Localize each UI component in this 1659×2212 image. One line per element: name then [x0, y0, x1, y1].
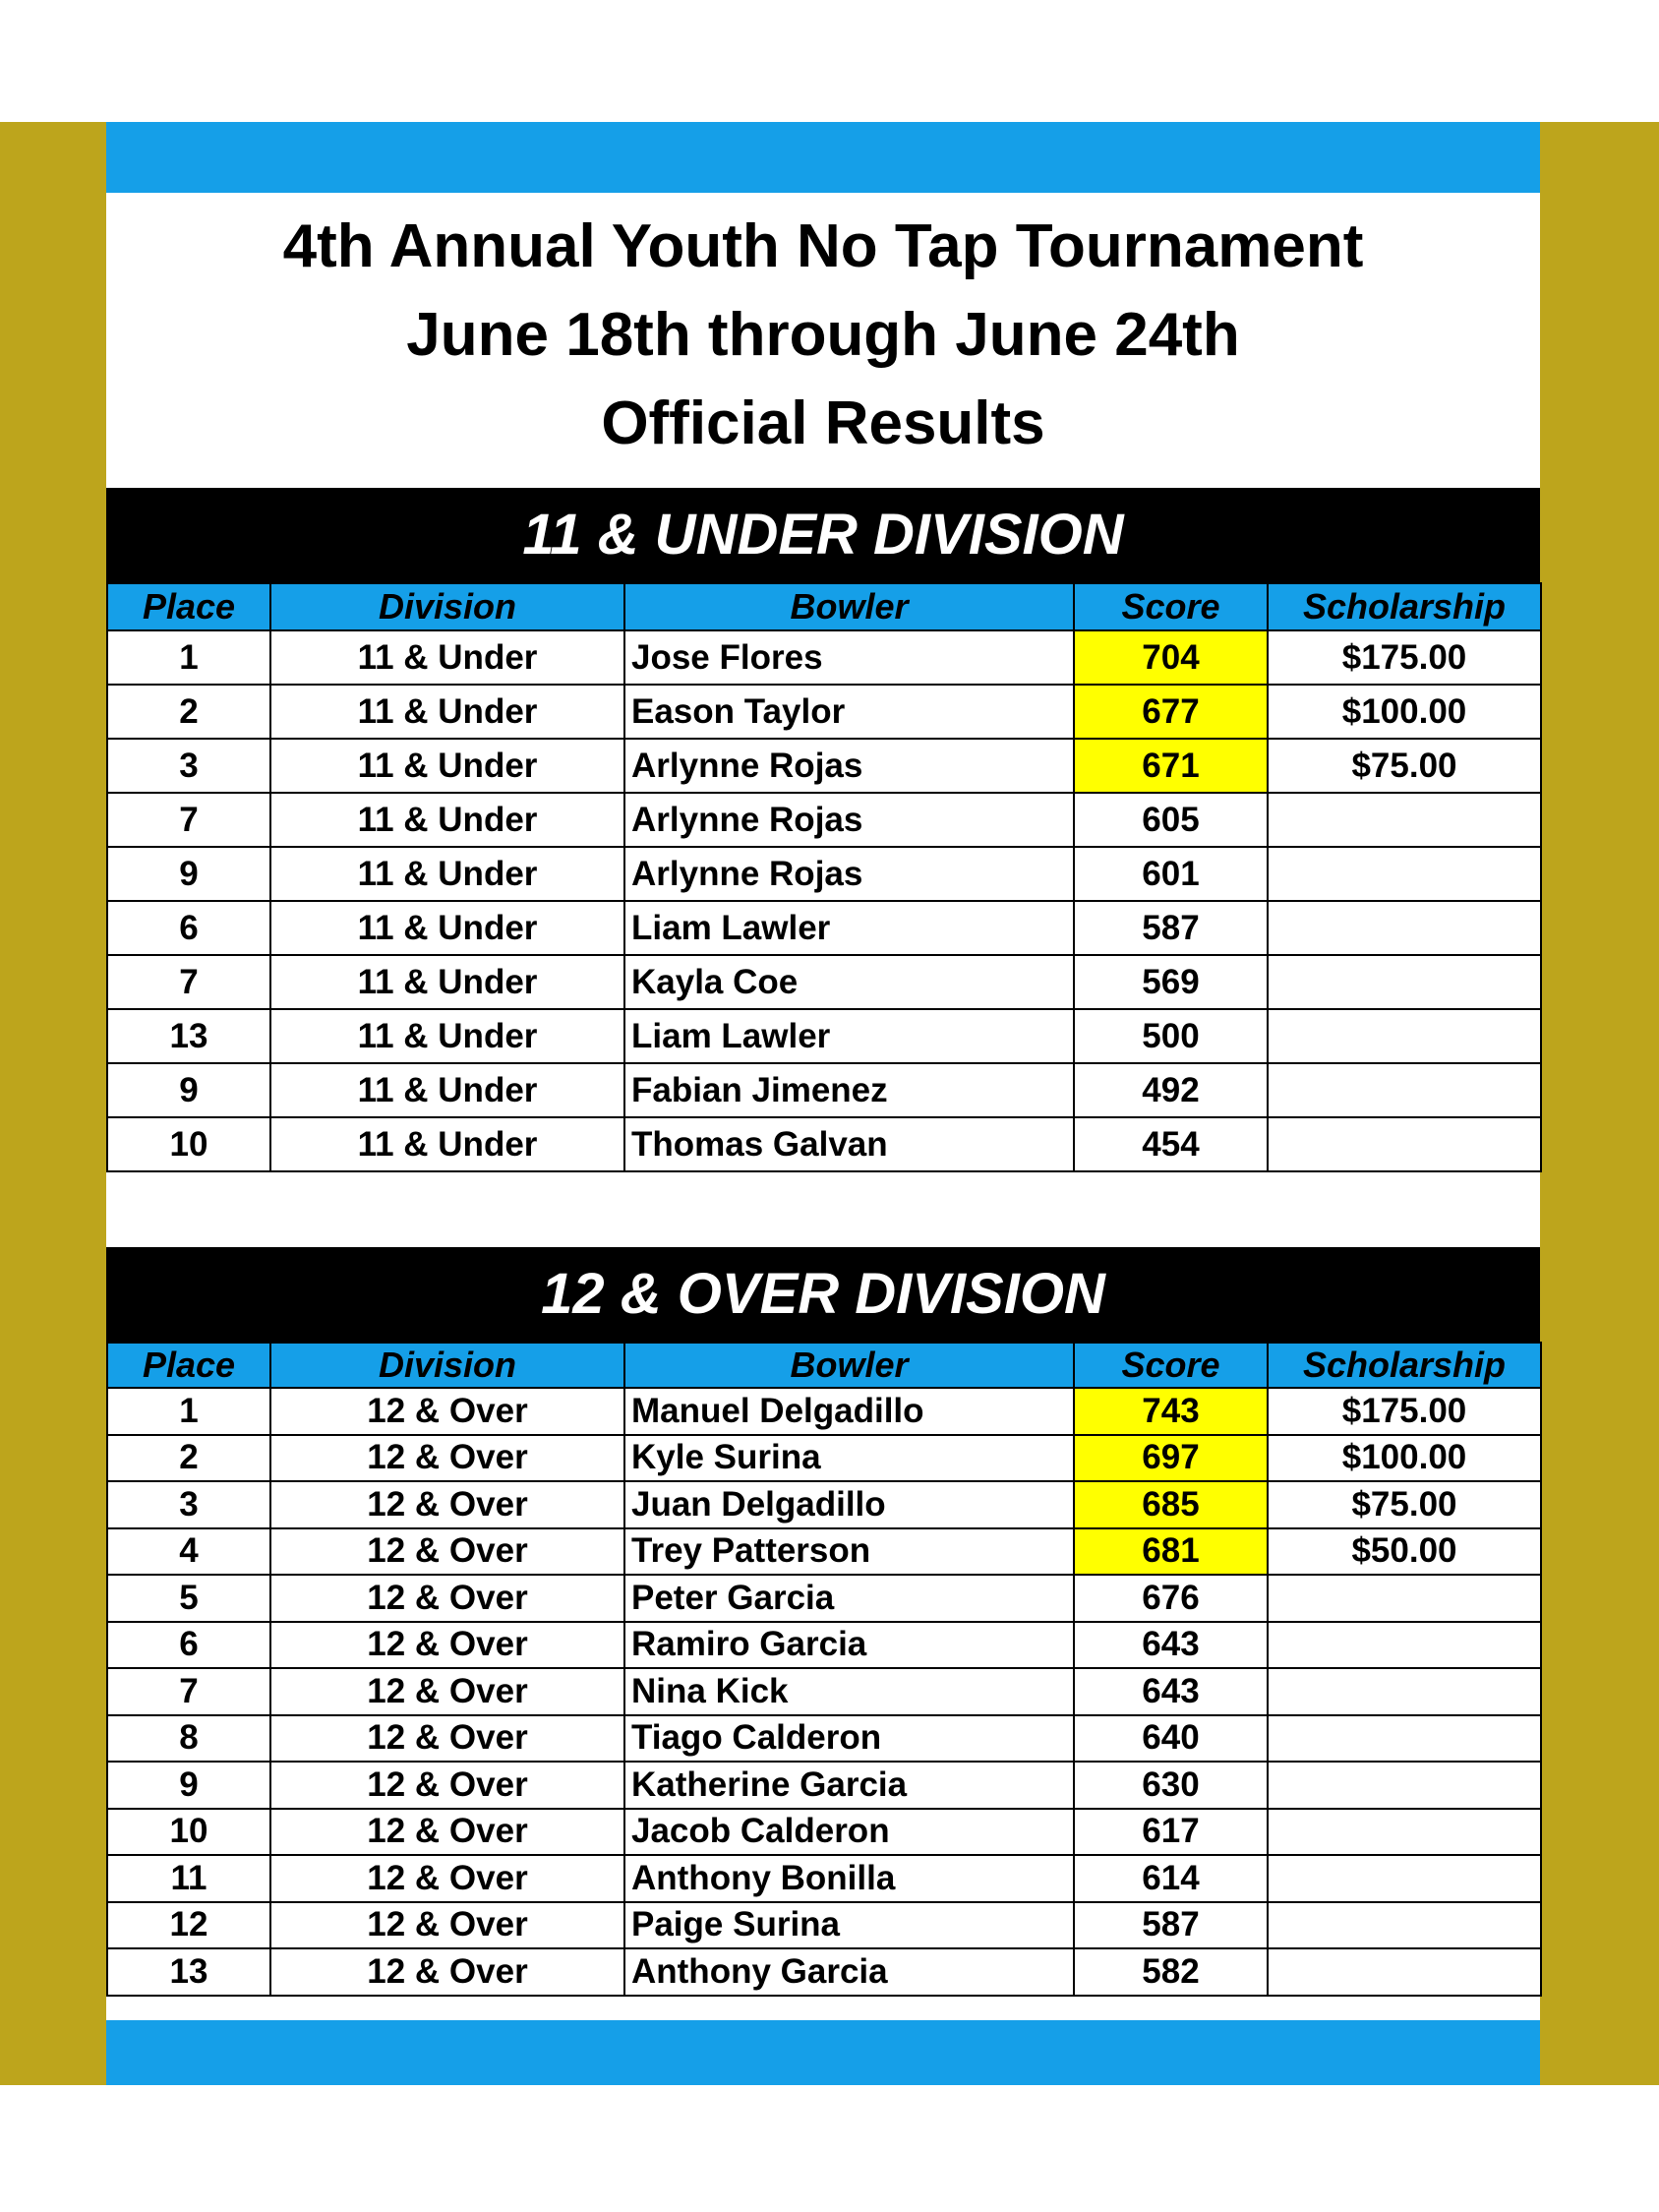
- cell-scholarship: [1268, 1902, 1541, 1949]
- cell-division: 11 & Under: [270, 1117, 624, 1171]
- cell-place: 9: [107, 847, 270, 901]
- cell-division: 11 & Under: [270, 793, 624, 847]
- cell-division: 11 & Under: [270, 630, 624, 685]
- cell-division: 12 & Over: [270, 1948, 624, 1996]
- cell-scholarship: $75.00: [1268, 739, 1541, 793]
- cell-division: 12 & Over: [270, 1668, 624, 1715]
- blue-band-top: [106, 122, 1540, 193]
- cell-scholarship: $100.00: [1268, 1435, 1541, 1482]
- cell-place: 7: [107, 1668, 270, 1715]
- cell-score: 617: [1074, 1809, 1268, 1856]
- cell-score: 587: [1074, 1902, 1268, 1949]
- cell-place: 12: [107, 1902, 270, 1949]
- cell-division: 12 & Over: [270, 1622, 624, 1669]
- cell-scholarship: $175.00: [1268, 630, 1541, 685]
- table-row: [107, 1855, 1541, 1902]
- cell-score: 643: [1074, 1668, 1268, 1715]
- col-header-division: Division: [270, 583, 624, 630]
- cell-bowler: Jose Flores: [624, 630, 1074, 685]
- results-table-12-over: [106, 1342, 1542, 1997]
- cell-place: 3: [107, 739, 270, 793]
- cell-bowler: Anthony Garcia: [624, 1948, 1074, 1996]
- cell-scholarship: [1268, 1855, 1541, 1902]
- cell-division: 11 & Under: [270, 955, 624, 1009]
- cell-place: 3: [107, 1481, 270, 1528]
- col-header-scholarship: Scholarship: [1268, 1343, 1541, 1388]
- cell-place: 6: [107, 901, 270, 955]
- results-table-11-under: [106, 582, 1542, 1172]
- cell-scholarship: [1268, 793, 1541, 847]
- table-row: [107, 1762, 1541, 1809]
- cell-bowler: Peter Garcia: [624, 1575, 1074, 1622]
- table-row: [107, 739, 1541, 793]
- cell-score: 681: [1074, 1528, 1268, 1576]
- col-header-bowler: Bowler: [624, 583, 1074, 630]
- cell-division: 11 & Under: [270, 847, 624, 901]
- cell-scholarship: $75.00: [1268, 1481, 1541, 1528]
- table-row: [107, 1435, 1541, 1482]
- document-title: [106, 193, 1540, 488]
- cell-place: 10: [107, 1117, 270, 1171]
- cell-scholarship: [1268, 1948, 1541, 1996]
- cell-score: 605: [1074, 793, 1268, 847]
- cell-bowler: Trey Patterson: [624, 1528, 1074, 1576]
- cell-score: 697: [1074, 1435, 1268, 1482]
- title-line-2: June 18th through June 24th: [406, 301, 1240, 369]
- division-banner-12-over: 12 & OVER DIVISION: [106, 1247, 1540, 1342]
- cell-division: 11 & Under: [270, 1063, 624, 1117]
- cell-score: 676: [1074, 1575, 1268, 1622]
- col-header-scholarship: Scholarship: [1268, 583, 1541, 630]
- cell-scholarship: [1268, 1063, 1541, 1117]
- cell-division: 11 & Under: [270, 901, 624, 955]
- cell-score: 582: [1074, 1948, 1268, 1996]
- cell-score: 454: [1074, 1117, 1268, 1171]
- table-row: [107, 1063, 1541, 1117]
- table-row: [107, 847, 1541, 901]
- table-row: [107, 901, 1541, 955]
- cell-division: 12 & Over: [270, 1809, 624, 1856]
- cell-place: 13: [107, 1948, 270, 1996]
- table-row: [107, 1009, 1541, 1063]
- cell-score: 587: [1074, 901, 1268, 955]
- cell-place: 1: [107, 630, 270, 685]
- col-header-division: Division: [270, 1343, 624, 1388]
- cell-score: 671: [1074, 739, 1268, 793]
- cell-scholarship: [1268, 1575, 1541, 1622]
- cell-score: 640: [1074, 1715, 1268, 1763]
- cell-scholarship: [1268, 1668, 1541, 1715]
- table-row: [107, 685, 1541, 739]
- cell-division: 12 & Over: [270, 1435, 624, 1482]
- cell-bowler: Jacob Calderon: [624, 1809, 1074, 1856]
- cell-score: 677: [1074, 685, 1268, 739]
- cell-scholarship: [1268, 1009, 1541, 1063]
- cell-bowler: Liam Lawler: [624, 901, 1074, 955]
- blue-band-bottom: [106, 2020, 1540, 2085]
- cell-bowler: Tiago Calderon: [624, 1715, 1074, 1763]
- cell-scholarship: [1268, 1117, 1541, 1171]
- table-row: [107, 1388, 1541, 1435]
- cell-division: 11 & Under: [270, 1009, 624, 1063]
- cell-score: 492: [1074, 1063, 1268, 1117]
- col-header-score: Score: [1074, 1343, 1268, 1388]
- col-header-score: Score: [1074, 583, 1268, 630]
- gold-border-left: [0, 122, 106, 2085]
- col-header-bowler: Bowler: [624, 1343, 1074, 1388]
- cell-scholarship: [1268, 1715, 1541, 1763]
- table-body: [107, 1388, 1541, 1996]
- table-row: [107, 1622, 1541, 1669]
- cell-scholarship: $50.00: [1268, 1528, 1541, 1576]
- table-row: [107, 1948, 1541, 1996]
- cell-score: 685: [1074, 1481, 1268, 1528]
- division-banner-11-under: 11 & UNDER DIVISION: [106, 488, 1540, 582]
- cell-scholarship: [1268, 1622, 1541, 1669]
- cell-bowler: Thomas Galvan: [624, 1117, 1074, 1171]
- cell-bowler: Liam Lawler: [624, 1009, 1074, 1063]
- cell-scholarship: [1268, 847, 1541, 901]
- table-row: [107, 1481, 1541, 1528]
- cell-place: 9: [107, 1762, 270, 1809]
- cell-place: 10: [107, 1809, 270, 1856]
- table-row: [107, 955, 1541, 1009]
- cell-place: 1: [107, 1388, 270, 1435]
- cell-bowler: Fabian Jimenez: [624, 1063, 1074, 1117]
- cell-place: 6: [107, 1622, 270, 1669]
- table-row: [107, 1528, 1541, 1576]
- cell-bowler: Kayla Coe: [624, 955, 1074, 1009]
- cell-scholarship: $100.00: [1268, 685, 1541, 739]
- cell-division: 12 & Over: [270, 1481, 624, 1528]
- cell-division: 12 & Over: [270, 1762, 624, 1809]
- table-body: [107, 630, 1541, 1171]
- cell-division: 11 & Under: [270, 739, 624, 793]
- col-header-place: Place: [107, 583, 270, 630]
- cell-bowler: Nina Kick: [624, 1668, 1074, 1715]
- cell-place: 7: [107, 955, 270, 1009]
- table-row: [107, 1809, 1541, 1856]
- cell-division: 12 & Over: [270, 1902, 624, 1949]
- cell-place: 7: [107, 793, 270, 847]
- table-row: [107, 793, 1541, 847]
- cell-scholarship: [1268, 955, 1541, 1009]
- title-line-3: Official Results: [601, 389, 1045, 457]
- cell-score: 601: [1074, 847, 1268, 901]
- title-line-1: 4th Annual Youth No Tap Tournament: [282, 212, 1364, 280]
- cell-bowler: Paige Surina: [624, 1902, 1074, 1949]
- cell-division: 12 & Over: [270, 1855, 624, 1902]
- col-header-place: Place: [107, 1343, 270, 1388]
- cell-bowler: Anthony Bonilla: [624, 1855, 1074, 1902]
- table-row: [107, 1715, 1541, 1763]
- cell-score: 704: [1074, 630, 1268, 685]
- cell-bowler: Manuel Delgadillo: [624, 1388, 1074, 1435]
- cell-score: 500: [1074, 1009, 1268, 1063]
- cell-place: 5: [107, 1575, 270, 1622]
- cell-score: 643: [1074, 1622, 1268, 1669]
- cell-bowler: Ramiro Garcia: [624, 1622, 1074, 1669]
- cell-division: 11 & Under: [270, 685, 624, 739]
- cell-score: 569: [1074, 955, 1268, 1009]
- cell-bowler: Juan Delgadillo: [624, 1481, 1074, 1528]
- table-row: [107, 1668, 1541, 1715]
- cell-place: 8: [107, 1715, 270, 1763]
- table-row: [107, 1575, 1541, 1622]
- cell-place: 2: [107, 1435, 270, 1482]
- cell-scholarship: [1268, 1762, 1541, 1809]
- cell-place: 11: [107, 1855, 270, 1902]
- table-header-row: [107, 1343, 1541, 1388]
- gold-border-right: [1540, 122, 1659, 2085]
- cell-place: 9: [107, 1063, 270, 1117]
- cell-place: 4: [107, 1528, 270, 1576]
- cell-place: 13: [107, 1009, 270, 1063]
- cell-scholarship: $175.00: [1268, 1388, 1541, 1435]
- cell-score: 614: [1074, 1855, 1268, 1902]
- table-row: [107, 1902, 1541, 1949]
- cell-division: 12 & Over: [270, 1715, 624, 1763]
- cell-scholarship: [1268, 901, 1541, 955]
- cell-score: 743: [1074, 1388, 1268, 1435]
- cell-score: 630: [1074, 1762, 1268, 1809]
- cell-bowler: Katherine Garcia: [624, 1762, 1074, 1809]
- cell-bowler: Arlynne Rojas: [624, 847, 1074, 901]
- cell-place: 2: [107, 685, 270, 739]
- cell-division: 12 & Over: [270, 1528, 624, 1576]
- cell-bowler: Arlynne Rojas: [624, 739, 1074, 793]
- table-row: [107, 630, 1541, 685]
- cell-bowler: Arlynne Rojas: [624, 793, 1074, 847]
- table-row: [107, 1117, 1541, 1171]
- cell-bowler: Kyle Surina: [624, 1435, 1074, 1482]
- table-header-row: [107, 583, 1541, 630]
- cell-division: 12 & Over: [270, 1388, 624, 1435]
- cell-bowler: Eason Taylor: [624, 685, 1074, 739]
- cell-division: 12 & Over: [270, 1575, 624, 1622]
- cell-scholarship: [1268, 1809, 1541, 1856]
